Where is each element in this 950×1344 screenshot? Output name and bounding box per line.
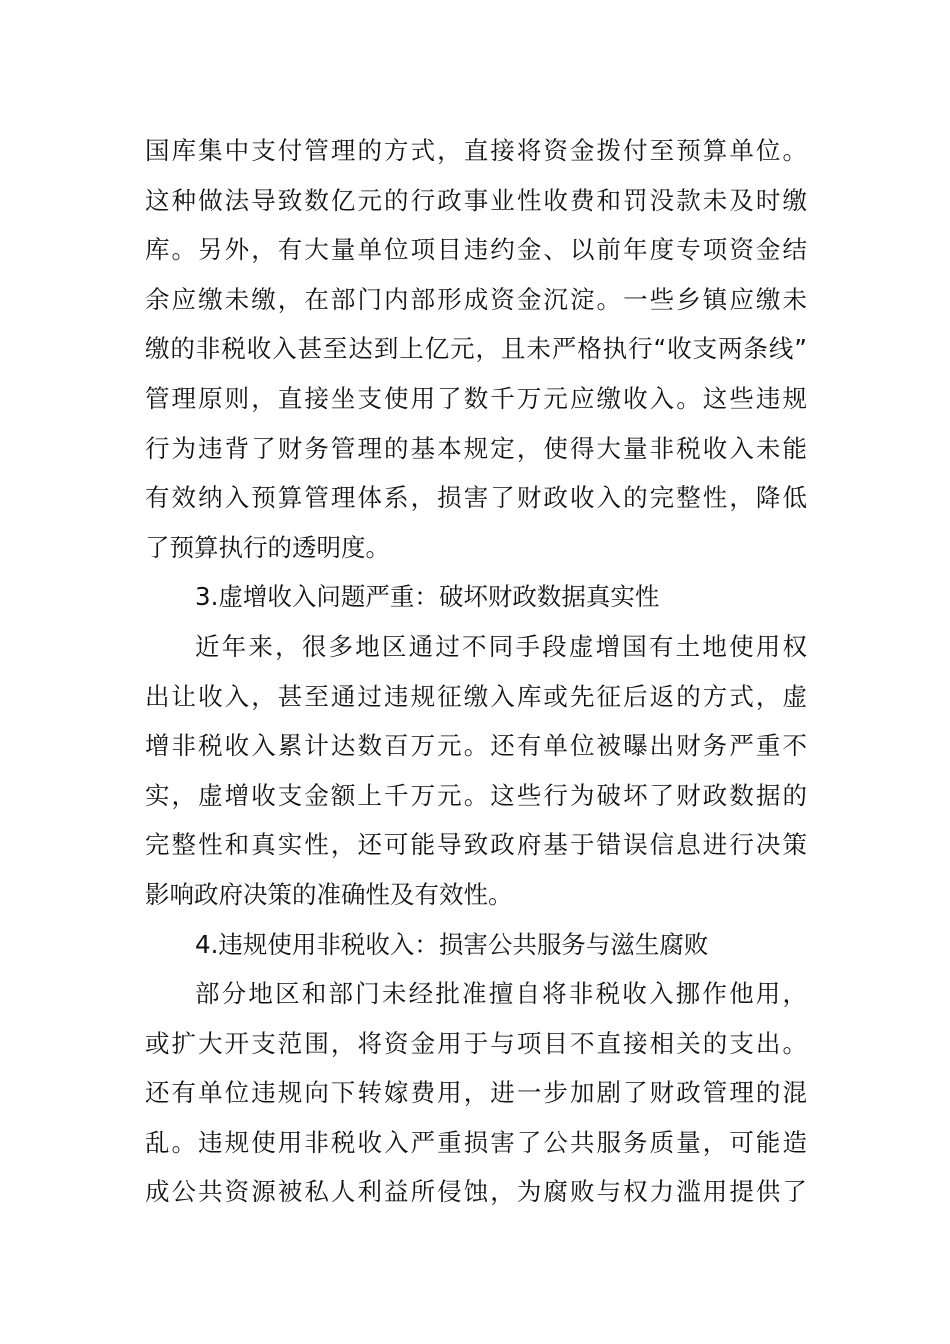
text-line: 还有单位违规向下转嫁费用，进一步加剧了财政管理的混 [145,1078,807,1108]
text-line: 库。另外，有大量单位项目违约金、以前年度专项资金结 [145,235,807,265]
text-line: 了预算执行的透明度。 [145,532,390,562]
text-line: 增非税收入累计达数百万元。还有单位被曝出财务严重不 [145,731,807,761]
text-line: 近年来，很多地区通过不同手段虚增国有土地使用权 [195,631,807,661]
section-heading-4: 4.违规使用非税收入：损害公共服务与滋生腐败 [195,929,709,959]
text-line: 行为违背了财务管理的基本规定，使得大量非税收入未能 [145,433,807,463]
text-line: 余应缴未缴，在部门内部形成资金沉淀。一些乡镇应缴未 [145,284,807,314]
text-line: 影响政府决策的准确性及有效性。 [145,879,513,909]
text-line: 成公共资源被私人利益所侵蚀，为腐败与权力滥用提供了 [145,1177,807,1207]
text-line: 管理原则，直接坐支使用了数千万元应缴收入。这些违规 [145,383,807,413]
text-line: 部分地区和部门未经批准擅自将非税收入挪作他用， [195,979,807,1009]
text-line: 这种做法导致数亿元的行政事业性收费和罚没款未及时缴 [145,185,807,215]
text-line: 或扩大开支范围，将资金用于与项目不直接相关的支出。 [145,1028,807,1058]
section-heading-3: 3.虚增收入问题严重：破坏财政数据真实性 [195,582,660,612]
text-line: 出让收入，甚至通过违规征缴入库或先征后返的方式，虚 [145,681,807,711]
text-line: 有效纳入预算管理体系，损害了财政收入的完整性，降低 [145,483,807,513]
paragraph-1 [145,126,807,572]
paragraph-2 [145,622,807,920]
text-line: 实，虚增收支金额上千万元。这些行为破坏了财政数据的 [145,780,807,810]
paragraph-3 [145,969,807,1217]
text-line: 缴的非税收入甚至达到上亿元，且未严格执行“收支两条线” [145,334,807,364]
text-line: 乱。违规使用非税收入严重损害了公共服务质量，可能造 [145,1127,807,1157]
text-line: 完整性和真实性，还可能导致政府基于错误信息进行决策 [145,830,807,860]
document-body [145,126,807,1217]
text-line: 国库集中支付管理的方式，直接将资金拨付至预算单位。 [145,136,807,165]
